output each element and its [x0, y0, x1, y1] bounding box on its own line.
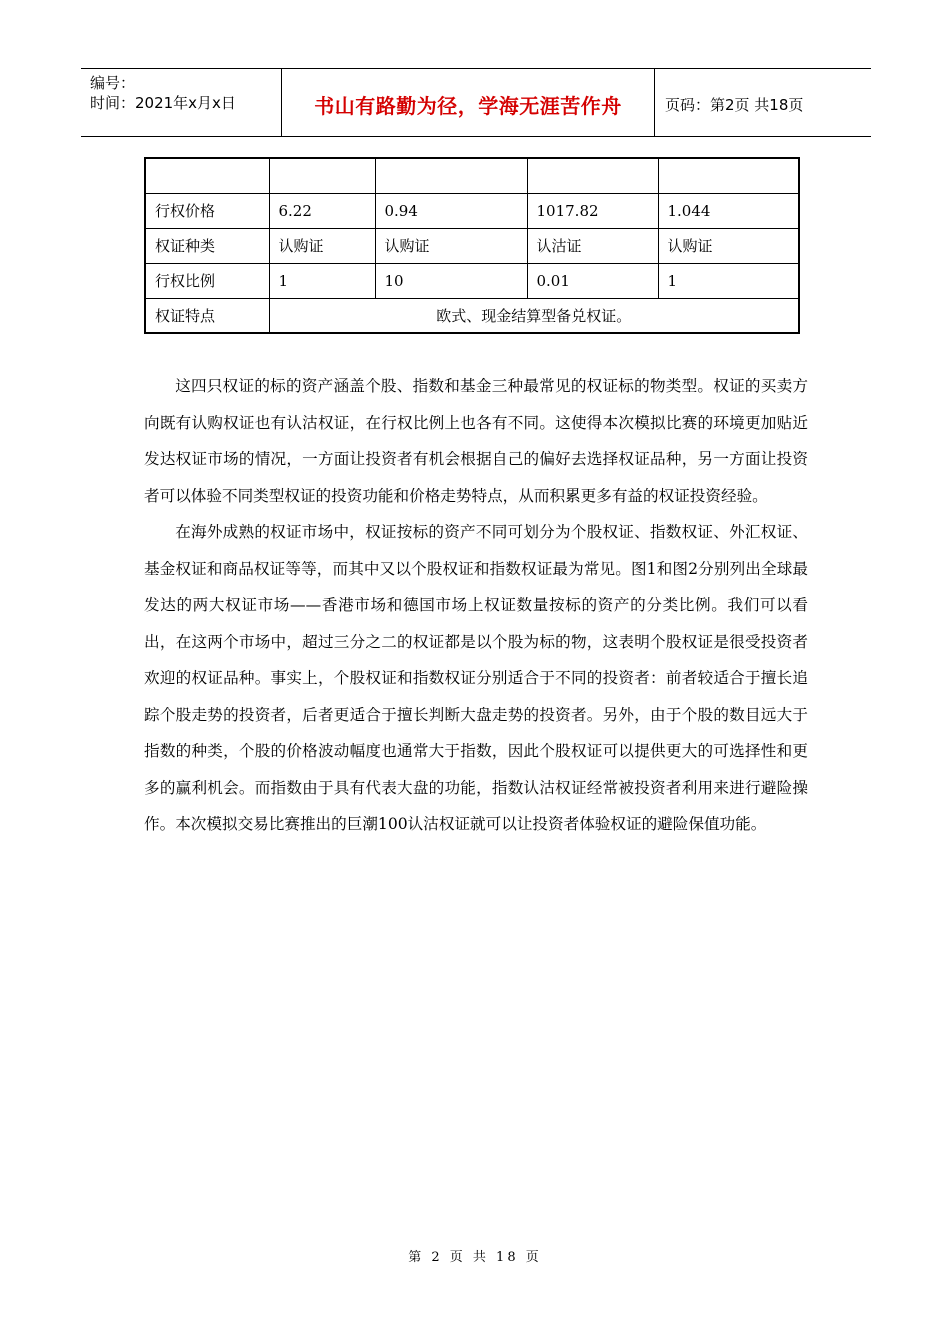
- table-row: [145, 193, 799, 228]
- table-row: [145, 228, 799, 263]
- table-cell: 1017.82: [527, 193, 658, 228]
- table-row: [145, 158, 799, 193]
- paragraph: 在海外成熟的权证市场中，权证按标的资产不同可划分为个股权证、指数权证、外汇权证、基金权证和商品权证等等，而其中又以个股权证和指数权证最为常见。图1和图2分别列出全球最发达的两大权证市场——香港市场和德国市场上权证数量按标的资产的分类比例。我们可以看出，在这两个市场中，超过三分之二的权证都是以个股为标的物，这表明个股权证是很受投资者欢迎的权证品种。事实上，个股权证和指数权证分别适合于不同的投资者：前者较适合于擅长追踪个股走势的投资者，后者更适合于擅长判断大盘走势的投资者。另外，由于个股的数目远大于指数的种类，个股的价格波动幅度也通常大于指数，因此个股权证可以提供更大的可选择性和更多的赢利机会。而指数由于具有代表大盘的功能，指数认沽权证经常被投资者利用来进行避险操作。本次模拟交易比赛推出的巨潮100认沽权证就可以让投资者体验权证的避险保值功能。: [144, 523, 808, 833]
- table-row: [145, 298, 799, 333]
- table-cell: 1: [658, 263, 799, 298]
- table-row-label: 权证种类: [145, 228, 269, 263]
- table-row-label: 权证特点: [145, 298, 269, 333]
- table-cell: [658, 158, 799, 193]
- table-cell: 认购证: [658, 228, 799, 263]
- table-cell: [375, 158, 527, 193]
- table-cell: [145, 158, 269, 193]
- table-cell: 0.94: [375, 193, 527, 228]
- table-cell: [527, 158, 658, 193]
- doc-number-label: 编号：: [90, 74, 136, 92]
- table-row-label: 行权价格: [145, 193, 269, 228]
- table-row-label: 行权比例: [145, 263, 269, 298]
- table-cell: 认沽证: [527, 228, 658, 263]
- table-cell: 1.044: [658, 193, 799, 228]
- table-cell: 10: [375, 263, 527, 298]
- warrant-table: [144, 157, 800, 334]
- table-cell: 认购证: [269, 228, 375, 263]
- doc-time-label: 时间：2021年x月x日: [90, 94, 236, 112]
- table-cell: 1: [269, 263, 375, 298]
- page-footer: 第 2 页 共 18 页: [408, 1250, 542, 1265]
- table-cell: 6.22: [269, 193, 375, 228]
- header-motto: 书山有路勤为径，学海无涯苦作舟: [282, 69, 655, 136]
- header-page-label: 页码：第2页 共18页: [665, 96, 804, 114]
- table-cell: 0.01: [527, 263, 658, 298]
- paragraph: 这四只权证的标的资产涵盖个股、指数和基金三种最常见的权证标的物类型。权证的买卖方向既有认购权证也有认沽权证，在行权比例上也各有不同。这使得本次模拟比赛的环境更加贴近发达权证市场的情况，一方面让投资者有机会根据自己的偏好去选择权证品种，另一方面让投资者可以体验不同类型权证的投资功能和价格走势特点，从而积累更多有益的权证投资经验。: [144, 377, 808, 505]
- table-row: [145, 263, 799, 298]
- table-cell: 认购证: [375, 228, 527, 263]
- table-feature-cell: 欧式、现金结算型备兑权证。: [269, 298, 799, 333]
- header-meta: [81, 69, 282, 136]
- body-text: [144, 368, 808, 843]
- page-header: [81, 68, 871, 137]
- table-cell: [269, 158, 375, 193]
